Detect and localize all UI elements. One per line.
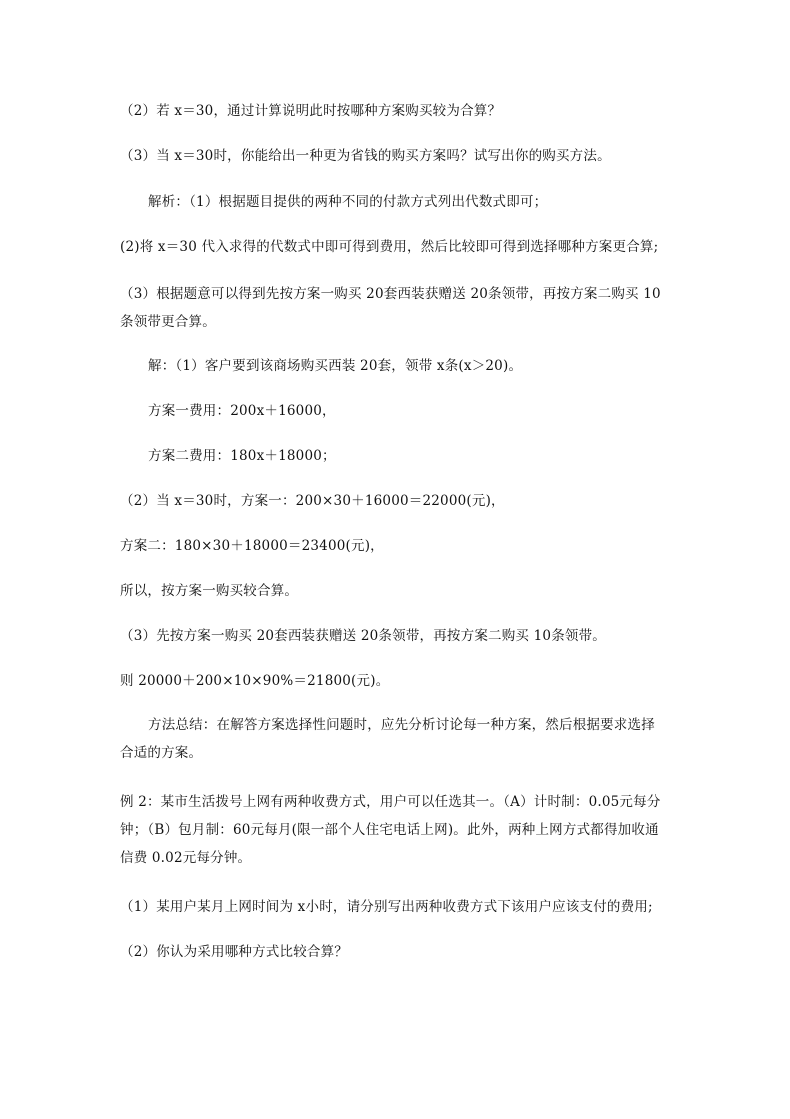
solution-part-2: （2）当 x＝30时，方案一：200×30＋16000＝22000(元)， xyxy=(120,493,505,509)
method-summary-line-1: 方法总结：在解答方案选择性问题时，应先分析讨论每一种方案，然后根据要求选择 xyxy=(148,717,655,733)
example-2-line-2: 钟；（B）包月制：60元每月(限一部个人住宅电话上网)。此外，两种上网方式都得加收通 xyxy=(120,822,659,838)
analysis-part-3-line-1: （3）根据题意可以得到先按方案一购买 20套西装获赠送 20条领带，再按方案二购买 10 xyxy=(120,286,661,302)
solution-part-1: 解：（1）客户要到该商场购买西装 20套，领带 x条(x＞20)。 xyxy=(148,358,523,374)
solution-part-2-conclusion: 所以，按方案一购买较合算。 xyxy=(120,583,299,599)
example-2 xyxy=(120,788,680,872)
analysis-part-3-line-2: 条领带更合算。 xyxy=(120,314,216,330)
analysis-part-2: (2)将 x＝30 代入求得的代数式中即可得到费用，然后比较即可得到选择哪种方案更合算; xyxy=(120,239,659,255)
plan-2-cost: 方案二费用：180x＋18000； xyxy=(148,448,336,464)
method-summary-line-2: 合适的方案。 xyxy=(120,745,203,761)
example-2-line-3: 信费 0.02元每分钟。 xyxy=(120,850,252,866)
example-2-line-1: 例 2：某市生活拨号上网有两种收费方式，用户可以任选其一。（A）计时制：0.05元每分 xyxy=(120,794,661,810)
solution-part-3: （3）先按方案一购买 20套西装获赠送 20条领带，再按方案二购买 10条领带。 xyxy=(120,628,606,644)
solution-part-2-plan-2: 方案二：180×30＋18000＝23400(元)， xyxy=(120,538,384,554)
question-3: （3）当 x＝30时，你能给出一种更为省钱的购买方案吗？试写出你的购买方法。 xyxy=(120,148,611,164)
example-2-question-2: （2）你认为采用哪种方式比较合算？ xyxy=(120,944,348,960)
solution-part-3-calculation: 则 20000＋200×10×90%＝21800(元)。 xyxy=(120,673,390,689)
question-2: （2）若 x＝30，通过计算说明此时按哪种方案购买较为合算？ xyxy=(120,103,502,119)
example-2-question-1: （1）某用户某月上网时间为 x小时，请分别写出两种收费方式下该用户应该支付的费用; xyxy=(120,899,653,915)
analysis-heading: 解析：（1）根据题目提供的两种不同的付款方式列出代数式即可； xyxy=(148,194,548,210)
method-summary xyxy=(120,711,680,767)
plan-1-cost: 方案一费用：200x＋16000， xyxy=(148,403,336,419)
analysis-part-3 xyxy=(120,280,680,336)
